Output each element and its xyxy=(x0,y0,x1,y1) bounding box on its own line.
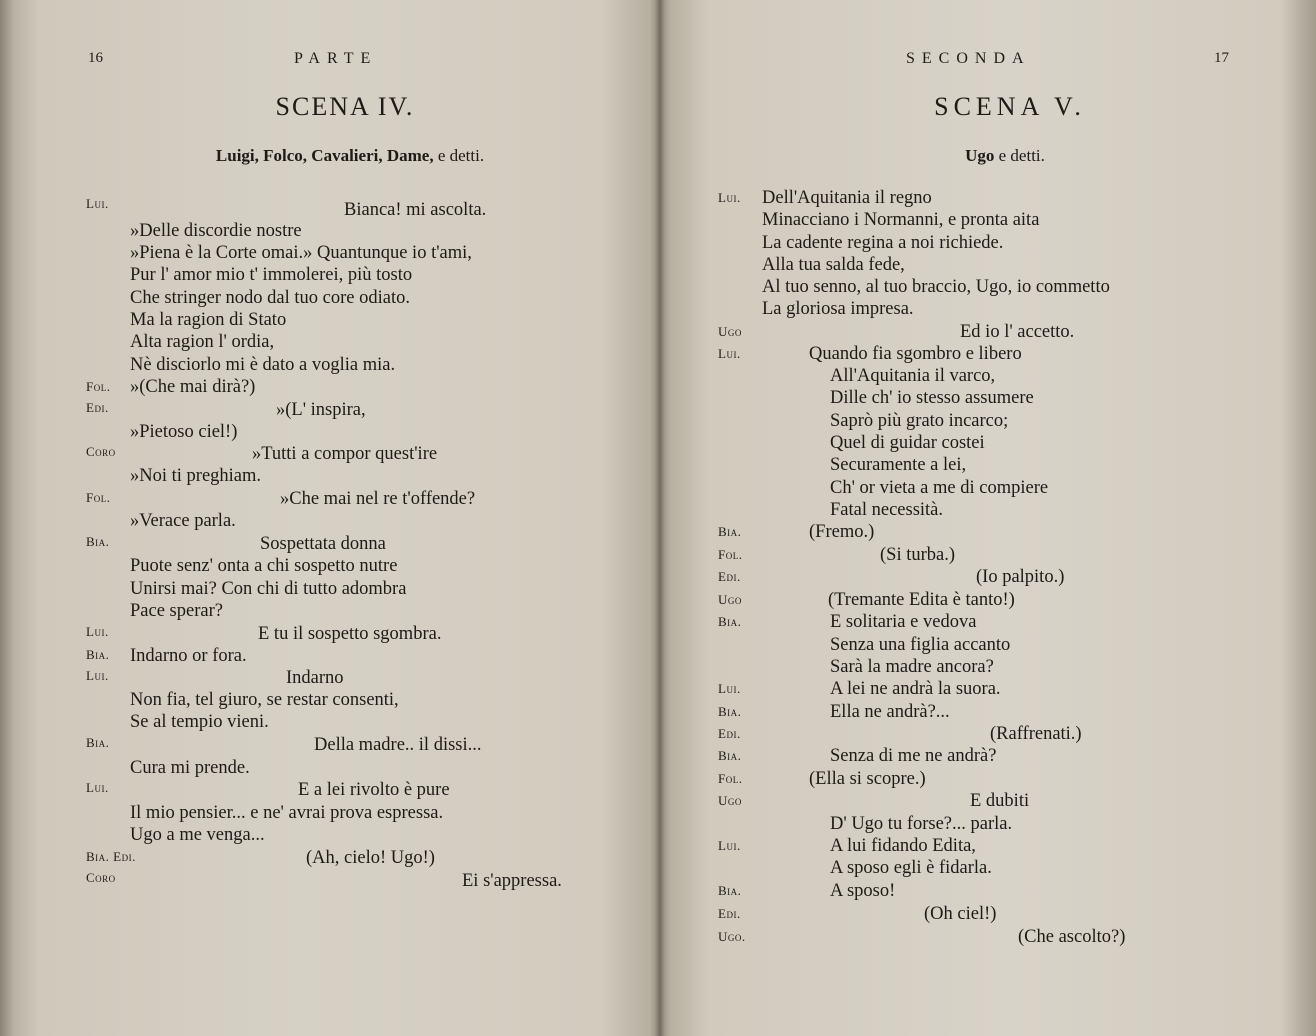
verse-line: A lui fidando Edita, xyxy=(830,836,976,856)
speaker-label: Ugo xyxy=(718,793,742,808)
verse-line: (Che ascolto?) xyxy=(1018,927,1126,947)
speaker-label: Edi. xyxy=(718,569,741,584)
verse-line: La gloriosa impresa. xyxy=(762,299,914,319)
verse-line: Indarno xyxy=(286,668,344,688)
scene-persons xyxy=(860,146,1150,166)
verse-line: »(Che mai dirà?) xyxy=(130,377,256,397)
running-head: PARTE xyxy=(294,50,378,67)
speaker-label: Bia. xyxy=(718,524,742,539)
verse-line: (Si turba.) xyxy=(880,545,956,565)
verse-line: A sposo! xyxy=(830,881,896,901)
page-number: 16 xyxy=(88,50,103,66)
verse-line: Ed io l' accetto. xyxy=(960,322,1075,342)
speaker-label: Lui. xyxy=(86,624,109,639)
verse-line: Alla tua salda fede, xyxy=(762,255,905,275)
verse-line: »Che mai nel re t'offende? xyxy=(280,489,476,509)
verse-line: Il mio pensier... e ne' avrai prova espressa. xyxy=(130,803,444,823)
speaker-label: Lui. xyxy=(86,196,109,211)
speaker-label: Ugo xyxy=(718,592,742,607)
speaker-label: Coro xyxy=(86,870,116,885)
verse-line: »Delle discordie nostre xyxy=(130,221,302,241)
verse-line: (Ah, cielo! Ugo!) xyxy=(306,848,435,868)
verse-line: Quel di guidar costei xyxy=(830,433,985,453)
verse-line: (Ella si scopre.) xyxy=(809,769,926,789)
verse-line: Pace sperar? xyxy=(130,601,223,621)
running-head: SECONDA xyxy=(906,50,1031,67)
verse-line: Al tuo senno, al tuo braccio, Ugo, io commetto xyxy=(762,277,1110,297)
verse-line: Dille ch' io stesso assumere xyxy=(830,388,1034,408)
scene-title: SCENA V. xyxy=(934,92,1086,121)
verse-line: Sarà la madre ancora? xyxy=(830,657,994,677)
verse-line: »Pietoso ciel!) xyxy=(130,422,238,442)
verse-line: Cura mi prende. xyxy=(130,758,250,778)
verse-line: Pur l' amor mio t' immolerei, più tosto xyxy=(130,265,413,285)
right-page xyxy=(660,0,1316,1036)
verse-line: Non fia, tel giuro, se restar consenti, xyxy=(130,690,399,710)
verse-line: Unirsi mai? Con chi di tutto adombra xyxy=(130,579,407,599)
verse-line: La cadente regina a noi richiede. xyxy=(762,233,1004,253)
scene-persons xyxy=(120,146,580,166)
speaker-label: Ugo xyxy=(718,324,742,339)
speaker-label: Coro xyxy=(86,444,116,459)
verse-line: Se al tempio vieni. xyxy=(130,712,269,732)
verse-line: (Io palpito.) xyxy=(976,567,1065,587)
verse-line: Alta ragion l' ordia, xyxy=(130,332,275,352)
verse-line: Ch' or vieta a me di compiere xyxy=(830,478,1049,498)
speaker-label: Edi. xyxy=(718,906,741,921)
verse-line: Bianca! mi ascolta. xyxy=(344,200,487,220)
verse-line: E tu il sospetto sgombra. xyxy=(258,624,442,644)
speaker-label: Lui. xyxy=(718,346,741,361)
speaker-label: Edi. xyxy=(718,726,741,741)
speaker-label: Edi. xyxy=(86,400,109,415)
verse-line: (Tremante Edita è tanto!) xyxy=(828,590,1015,610)
verse-line: Ella ne andrà?... xyxy=(830,702,950,722)
speaker-label: Lui. xyxy=(718,190,741,205)
verse-line: Securamente a lei, xyxy=(830,455,967,475)
verse-line: E dubiti xyxy=(970,791,1030,811)
verse-line: Quando fia sgombro e libero xyxy=(809,344,1022,364)
verse-line: (Raffrenati.) xyxy=(990,724,1082,744)
verse-line: Senza una figlia accanto xyxy=(830,635,1011,655)
scene-title: SCENA IV. xyxy=(275,92,415,121)
speaker-label: Bia. xyxy=(86,534,110,549)
verse-line: Ma la ragion di Stato xyxy=(130,310,287,330)
verse-line: Indarno or fora. xyxy=(130,646,247,666)
verse-line: Fatal necessità. xyxy=(830,500,944,520)
speaker-label: Fol. xyxy=(718,547,743,562)
speaker-label: Lui. xyxy=(86,668,109,683)
verse-line: »Piena è la Corte omai.» Quantunque io t'ami, xyxy=(130,243,472,263)
verse-line: Della madre.. il dissi... xyxy=(314,735,482,755)
verse-line: »Tutti a compor quest'ire xyxy=(252,444,438,464)
verse-line: Sospettata donna xyxy=(260,534,386,554)
verse-line: Minacciano i Normanni, e pronta aita xyxy=(762,210,1040,230)
verse-line: Ugo a me venga... xyxy=(130,825,265,845)
verse-line: Senza di me ne andrà? xyxy=(830,746,997,766)
speaker-label: Bia. xyxy=(86,647,110,662)
persons-bold: Luigi, Folco, Cavalieri, Dame, xyxy=(215,146,434,165)
verse-line: Dell'Aquitania il regno xyxy=(762,188,932,208)
gutter-shadow xyxy=(655,0,665,1036)
verse-line: E solitaria e vedova xyxy=(830,612,977,632)
verse-line: E a lei rivolto è pure xyxy=(298,780,450,800)
speaker-label: Lui. xyxy=(86,780,109,795)
verse-line: Ei s'appressa. xyxy=(462,871,562,891)
persons-bold: Ugo xyxy=(965,146,995,165)
speaker-label: Bia. xyxy=(86,735,110,750)
speaker-label: Lui. xyxy=(718,838,741,853)
verse-line: (Oh ciel!) xyxy=(924,904,997,924)
speaker-label: Bia. xyxy=(718,614,742,629)
verse-line: »Noi ti preghiam. xyxy=(130,466,262,486)
verse-line: »(L' inspira, xyxy=(276,400,366,420)
verse-line: Puote senz' onta a chi sospetto nutre xyxy=(130,556,398,576)
verse-line: (Fremo.) xyxy=(809,522,875,542)
verse-line: A sposo egli è fidarla. xyxy=(830,858,992,878)
speaker-label: Fol. xyxy=(86,490,111,505)
speaker-label: Bia. xyxy=(718,704,742,719)
speaker-label: Bia. xyxy=(718,883,742,898)
verse-line: »Verace parla. xyxy=(130,511,236,531)
verse-line: Che stringer nodo dal tuo core odiato. xyxy=(130,288,411,308)
verse-line: Saprò più grato incarco; xyxy=(830,411,1009,431)
verse-line: All'Aquitania il varco, xyxy=(830,366,996,386)
speaker-label: Bia. Edi. xyxy=(86,849,136,864)
persons-rest: e detti. xyxy=(437,146,485,165)
speaker-label: Fol. xyxy=(86,379,111,394)
speaker-label: Ugo. xyxy=(718,929,746,944)
verse-line: D' Ugo tu forse?... parla. xyxy=(830,814,1013,834)
persons-rest: e detti. xyxy=(998,146,1045,165)
speaker-label: Bia. xyxy=(718,748,742,763)
verse-line: A lei ne andrà la suora. xyxy=(830,679,1001,699)
page-number: 17 xyxy=(1214,50,1229,66)
speaker-label: Lui. xyxy=(718,681,741,696)
speaker-label: Fol. xyxy=(718,771,743,786)
verse-line: Nè disciorlo mi è dato a voglia mia. xyxy=(130,355,396,375)
